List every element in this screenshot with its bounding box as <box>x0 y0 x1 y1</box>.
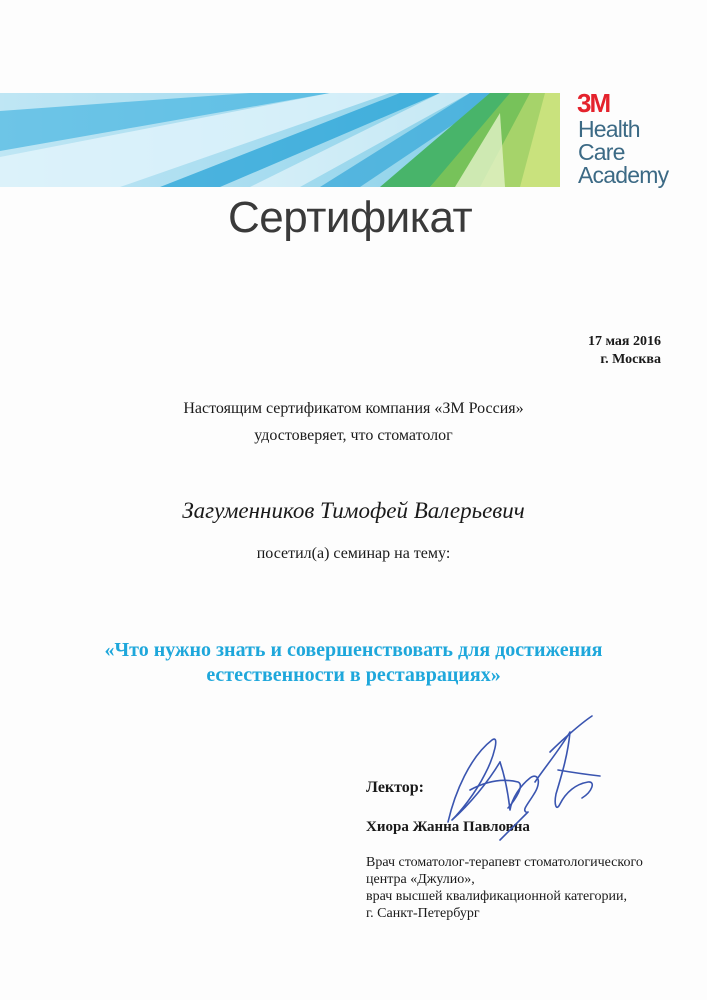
certificate-title: Сертификат <box>228 193 473 242</box>
lecturer-desc-line-3: врач высшей квалификационной категории, <box>366 889 628 904</box>
logo-line-academy: Academy <box>578 162 669 188</box>
logo-line-care: Care <box>578 139 625 165</box>
issue-date: 17 мая 2016 <box>587 334 661 349</box>
lecturer-label: Лектор: <box>366 779 425 796</box>
lecturer-signature <box>430 712 620 852</box>
brand-logo-text <box>578 118 668 187</box>
header-banner <box>0 93 560 187</box>
attended-text: посетил(а) семинар на тему: <box>256 545 451 562</box>
lecturer-description <box>366 854 643 922</box>
intro-line-2: удостоверяет, что стоматолог <box>254 427 453 444</box>
issue-place: г. Москва <box>600 352 661 367</box>
topic-line-2: естественности в реставрациях» <box>206 664 501 686</box>
recipient-name: Загуменников Тимофей Валерьевич <box>182 498 525 523</box>
lecturer-desc-line-4: г. Санкт-Петербург <box>366 906 480 921</box>
topic-line-1: «Что нужно знать и совершенствовать для достижения <box>104 639 603 661</box>
lecturer-name: Хиора Жанна Павловна <box>366 819 530 835</box>
lecturer-desc-line-1: Врач стоматолог-терапевт стоматологического <box>366 855 643 870</box>
date-place-block <box>588 333 661 369</box>
brand-logo-3m: 3M <box>577 88 610 118</box>
logo-line-health: Health <box>578 116 640 142</box>
seminar-topic <box>0 638 707 688</box>
intro-line-1: Настоящим сертификатом компания «ЗМ Россия» <box>183 400 524 417</box>
lecturer-desc-line-2: центра «Джулио», <box>366 872 475 887</box>
